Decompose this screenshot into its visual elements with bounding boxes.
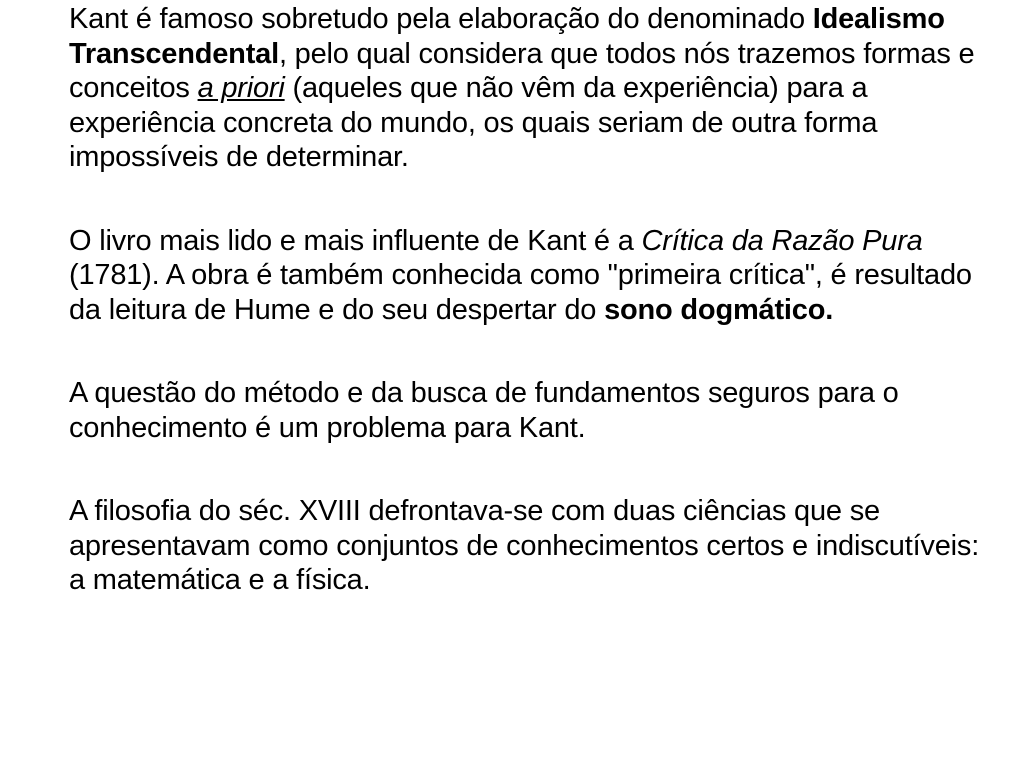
text-segment: (1781). A obra é também conhecida como "primeira crítica", é resultado da leitura de Hume e do seu despertar do	[69, 259, 972, 326]
book-title-critica: Crítica da Razão Pura	[641, 224, 923, 257]
text-segment: O livro mais lido e mais influente de Kant é a	[69, 224, 642, 257]
text-segment: A filosofia do séc. XVIII defrontava-se com duas ciências que se apresentavam como conjuntos de conhecimentos certos e indiscutíveis: a matemática e a física.	[69, 495, 980, 596]
text-segment: A questão do método e da busca de fundamentos seguros para o conhecimento é um problema para Kant.	[69, 377, 899, 444]
text-segment: Kant é famoso sobretudo pela elaboração do denominado	[69, 3, 813, 35]
slide-body	[69, 2, 989, 647]
emphasis-a-priori-underline	[198, 72, 285, 104]
paragraph-critica	[69, 224, 989, 328]
text-segment: , pelo qual considera que todos nós trazemos formas e conceitos	[69, 37, 975, 104]
paragraph-metodo	[69, 376, 989, 445]
paragraph-idealismo	[69, 2, 989, 175]
emphasis-idealismo-transcendental: Idealismo Transcendental	[69, 3, 945, 70]
paragraph-filosofia-seculo-xviii	[69, 494, 989, 598]
text-segment: (aqueles que não vêm da experiência) para a experiência concreta do mundo, os quais seriam de outra forma impossíveis de determinar.	[69, 72, 878, 173]
emphasis-sono-dogmatico: sono dogmático.	[604, 293, 834, 326]
emphasis-a-priori: a priori	[197, 72, 285, 104]
